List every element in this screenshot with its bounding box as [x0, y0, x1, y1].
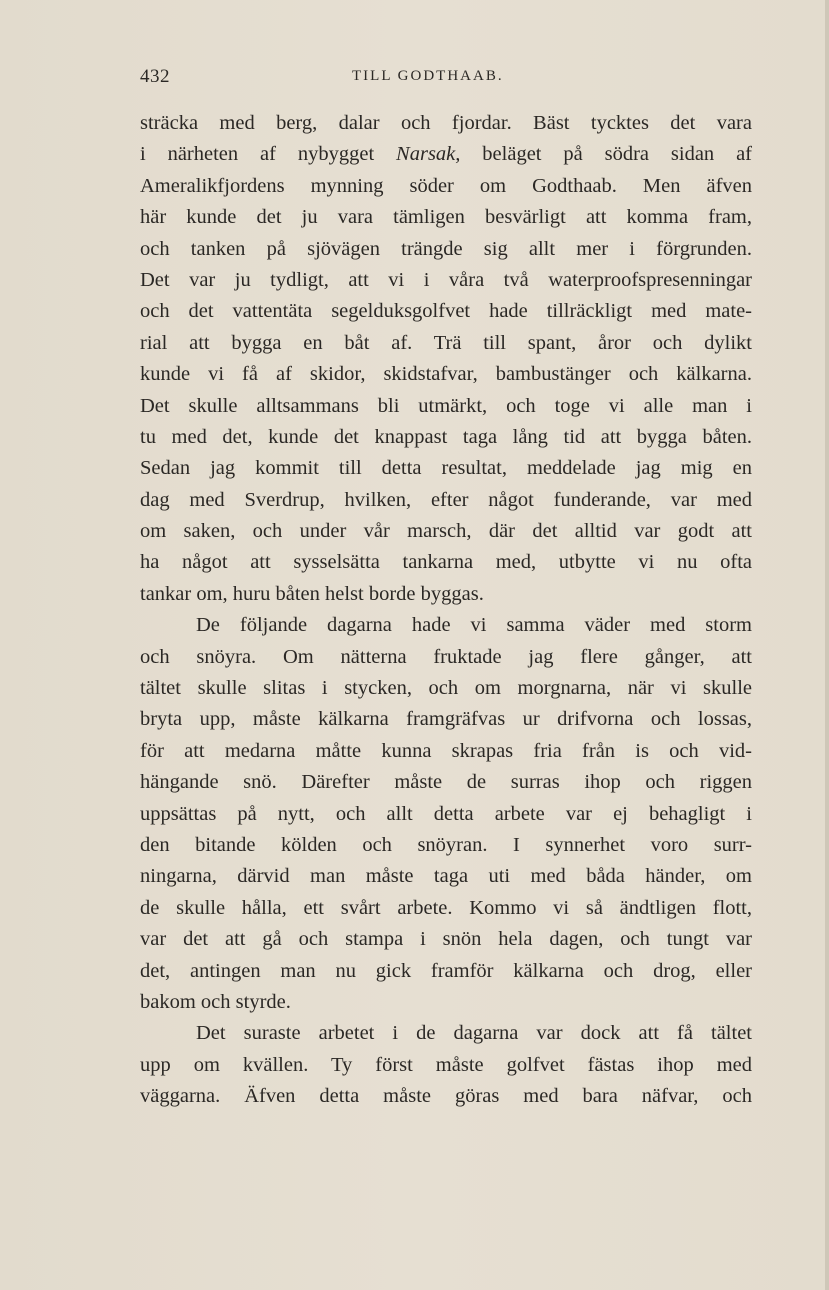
text-line: tankar om, huru båten helst borde byggas.	[140, 582, 484, 605]
italic-place-name: Narsak,	[396, 143, 461, 166]
text-line: var det att gå och stampa i snön hela dagen, och tungt var	[140, 928, 752, 951]
text-fragment: beläget på södra sidan af	[482, 143, 752, 166]
text-line: Det suraste arbetet i de dagarna var dock att få tältet	[196, 1022, 752, 1045]
text-line: och tanken på sjövägen trängde sig allt mer i förgrunden.	[140, 237, 752, 260]
running-head: TILL GODTHAAB.	[352, 68, 504, 84]
text-line: Sedan jag kommit till detta resultat, meddelade jag mig en	[140, 457, 752, 480]
text-line: De följande dagarna hade vi samma väder med storm	[196, 614, 752, 637]
text-line: och det vattentäta segelduksgolfvet hade tillräckligt med mate-	[140, 300, 752, 323]
text-line: för att medarna måtte kunna skrapas fria från is och vid-	[140, 739, 752, 762]
page-edge	[825, 0, 829, 1290]
text-line: hängande snö. Därefter måste de surras ihop och riggen	[140, 771, 752, 794]
text-line	[140, 139, 752, 170]
text-line: dag med Sverdrup, hvilken, efter något funderande, var med	[140, 488, 752, 511]
text-line: om saken, och under vår marsch, där det alltid var godt att	[140, 520, 752, 543]
text-line: bryta upp, måste kälkarna framgräfvas ur drifvorna och lossas,	[140, 708, 752, 731]
text-line: Ameralikfjordens mynning söder om Godthaab. Men äfven	[140, 174, 752, 197]
text-line: den bitande kölden och snöyran. I synnerhet voro surr-	[140, 833, 752, 856]
page-header	[140, 66, 750, 94]
text-line: sträcka med berg, dalar och fjordar. Bäst tycktes det vara	[140, 112, 752, 134]
text-line: tu med det, kunde det knappast taga lång tid att bygga båten.	[140, 425, 752, 448]
text-line: rial att bygga en båt af. Trä till spant, åror och dylikt	[140, 331, 752, 354]
text-line: Det skulle alltsammans bli utmärkt, och toge vi alle man i	[140, 394, 752, 417]
text-line: kunde vi få af skidor, skidstafvar, bambustänger och kälkarna.	[140, 363, 752, 386]
text-line: ningarna, därvid man måste taga uti med båda händer, om	[140, 865, 752, 888]
text-line: och snöyra. Om nätterna fruktade jag flere gånger, att	[140, 645, 752, 668]
text-line: här kunde det ju vara tämligen besvärligt att komma fram,	[140, 206, 752, 229]
text-line: uppsättas på nytt, och allt detta arbete var ej behagligt i	[140, 802, 752, 825]
text-line: tältet skulle slitas i stycken, och om morgnarna, när vi skulle	[140, 677, 752, 700]
text-line: det, antingen man nu gick framför kälkarna och drog, eller	[140, 959, 752, 982]
text-fragment: i närheten af nybygget	[140, 143, 375, 166]
text-line: upp om kvällen. Ty först måste golfvet fästas ihop med	[140, 1053, 752, 1076]
text-line: bakom och styrde.	[140, 990, 291, 1013]
body-text	[140, 108, 752, 1113]
text-line: Det var ju tydligt, att vi i våra två waterproofspresenningar	[140, 268, 752, 291]
text-line: ha något att sysselsätta tankarna med, utbytte vi nu ofta	[140, 551, 752, 574]
page-number: 432	[140, 66, 170, 87]
text-line: de skulle hålla, ett svårt arbete. Kommo vi så ändtligen flott,	[140, 896, 752, 919]
text-line: väggarna. Äfven detta måste göras med bara näfvar, och	[140, 1085, 752, 1108]
